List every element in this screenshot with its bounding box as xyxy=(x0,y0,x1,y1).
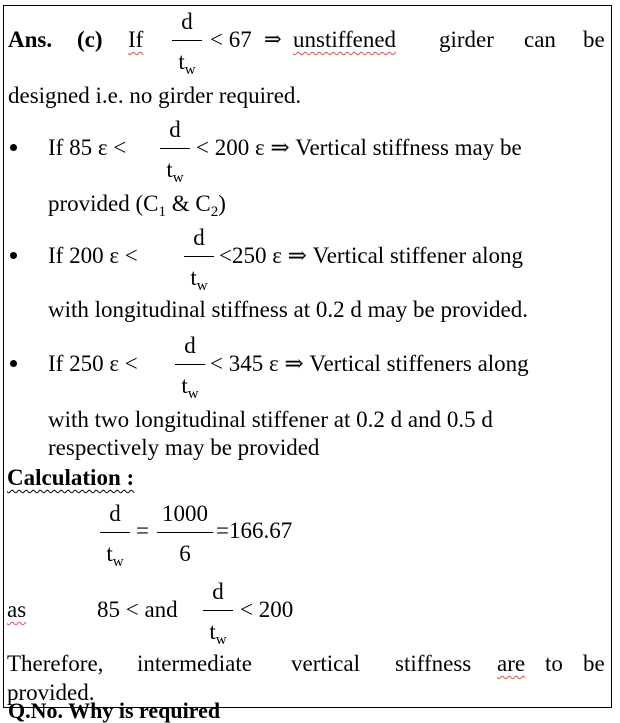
bullet-2-continuation: with longitudinal stiffness at 0.2 d may be provided. xyxy=(48,297,528,322)
fraction-denominator: $t_w$ xyxy=(106,541,124,570)
bullet-3-continuation-2: respectively may be provided xyxy=(48,435,320,460)
fraction-denominator: $t_w$ xyxy=(209,619,227,648)
fraction-denominator: $t_w$ xyxy=(190,265,208,294)
bullet-1-tail: < 200 ε ⇒ Vertical stiffness may be xyxy=(196,135,522,160)
fraction-denominator: $t_w$ xyxy=(166,157,184,186)
as-word: as xyxy=(7,597,27,622)
bullet-3-lead: If 250 ε < xyxy=(48,351,138,376)
unstiffened-word: unstiffened xyxy=(293,27,397,52)
fraction-numerator: d xyxy=(212,579,224,604)
condition-67: < 67 xyxy=(210,27,252,52)
as-line-tail: < 200 xyxy=(240,597,294,622)
answer-line-2: designed i.e. no girder required. xyxy=(8,83,302,108)
fraction-denominator: $t_w$ xyxy=(181,373,199,402)
fraction-bar xyxy=(184,256,214,257)
conclusion-word-1: Therefore, xyxy=(7,651,104,676)
fraction-numerator: d xyxy=(169,117,181,142)
calc-equals-1: = xyxy=(136,518,149,543)
conclusion-word-5: are xyxy=(497,651,526,676)
bullet-2-tail: <250 ε ⇒ Vertical stiffener along xyxy=(219,243,523,268)
fraction-denominator: 6 xyxy=(179,541,191,566)
bullet-2-fraction xyxy=(184,226,214,296)
fraction-bar xyxy=(175,364,205,365)
girder-word: girder xyxy=(439,27,494,52)
answer-prefix: Ans. xyxy=(8,27,53,52)
answer-line-1 xyxy=(8,28,52,51)
fraction-numerator: d xyxy=(193,225,205,250)
answer-option: (c) xyxy=(77,27,103,52)
calc-lhs-fraction xyxy=(100,502,130,572)
calc-result: =166.67 xyxy=(216,518,293,543)
cutoff-next-question: Q.No. Why is required xyxy=(8,698,221,723)
bullet-dot-2 xyxy=(10,252,17,259)
as-line-fraction xyxy=(203,580,233,650)
conclusion-line-2: provided. xyxy=(7,680,95,705)
bullet-3-fraction xyxy=(175,334,205,404)
bullet-2-lead: If 200 ε < xyxy=(48,243,138,268)
calculation-heading: Calculation : xyxy=(7,465,135,490)
bullet-3-tail: < 345 ε ⇒ Vertical stiffeners along xyxy=(210,351,529,376)
bullet-3-continuation-1: with two longitudinal stiffener at 0.2 d and 0.5 d xyxy=(48,407,493,432)
bullet-dot-3 xyxy=(10,360,17,367)
fraction-bar xyxy=(172,40,202,41)
fraction-denominator: $t_w$ xyxy=(178,49,196,78)
conclusion-word-3: vertical xyxy=(291,651,360,676)
bullet-1-continuation: provided ($C_1$ & $C_2$) xyxy=(48,191,226,220)
conclusion-word-6: to xyxy=(545,651,563,676)
be-word: be xyxy=(583,27,605,52)
if-word: If xyxy=(128,27,144,52)
conclusion-word-2: intermediate xyxy=(137,651,252,676)
bullet-1-fraction xyxy=(160,118,190,188)
implies-symbol: ⇒ xyxy=(264,27,282,51)
fraction-d-over-tw xyxy=(172,10,202,80)
bullet-dot-1 xyxy=(10,144,17,151)
bullet-1-lead: If 85 ε < xyxy=(48,135,127,160)
fraction-bar xyxy=(203,610,233,611)
can-word: can xyxy=(524,27,556,52)
fraction-bar xyxy=(157,532,213,533)
fraction-numerator: d xyxy=(184,333,196,358)
fraction-numerator: d xyxy=(181,9,193,34)
fraction-numerator: 1000 xyxy=(162,501,208,526)
as-line-lead: 85 < and xyxy=(97,597,178,622)
fraction-bar xyxy=(100,532,130,533)
fraction-numerator: d xyxy=(109,501,121,526)
calc-rhs-fraction xyxy=(157,502,213,572)
conclusion-word-7: be xyxy=(583,651,605,676)
fraction-bar xyxy=(160,148,190,149)
conclusion-word-4: stiffness xyxy=(395,651,472,676)
